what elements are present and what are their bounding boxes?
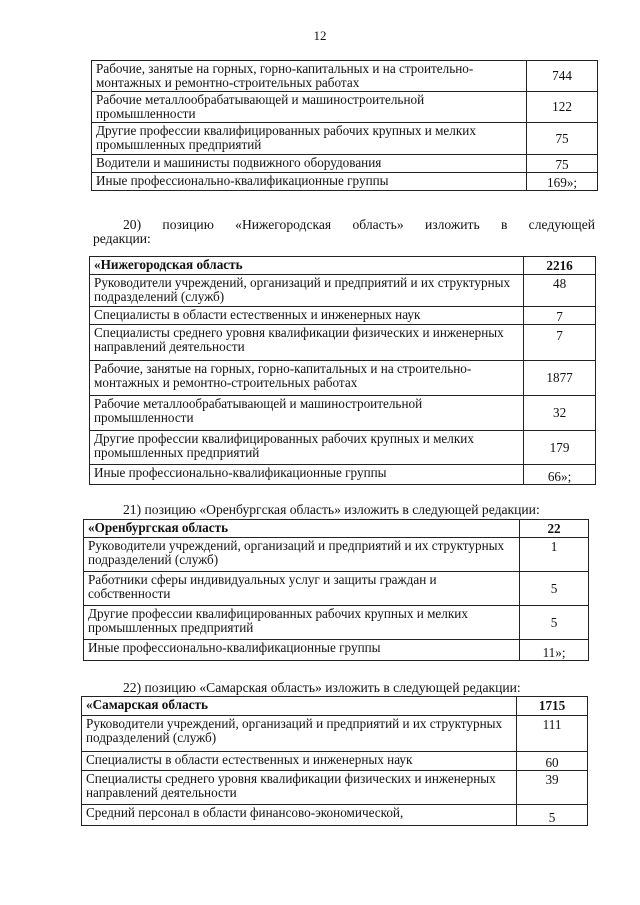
row-value: 75	[527, 123, 598, 155]
table-row	[92, 173, 598, 191]
row-label: Руководители учреждений, организаций и предприятий и их структурных подразделений (служб)	[90, 275, 524, 307]
table-row	[84, 640, 589, 661]
row-label: Средний персонал в области финансово-экономической,	[82, 805, 517, 826]
table-row	[90, 465, 596, 485]
row-value: 7	[524, 325, 596, 361]
region-total: 2216	[524, 257, 596, 275]
row-value: 169»;	[527, 173, 598, 191]
paragraph-item-20	[93, 218, 595, 246]
table-header-row	[90, 257, 596, 275]
table-row	[84, 606, 589, 640]
table-row	[82, 805, 588, 826]
row-value: 75	[527, 155, 598, 173]
row-label: Работники сферы индивидуальных услуг и защиты граждан и собственности	[84, 572, 520, 606]
row-value: 1877	[524, 361, 596, 396]
table-row	[90, 275, 596, 307]
table-samarskaya	[81, 696, 588, 826]
table-row	[92, 92, 598, 123]
row-value: 179	[524, 431, 596, 465]
paragraph-line	[93, 218, 595, 232]
row-label: Специалисты среднего уровня квалификации физических и инженерных направлений деятельности	[82, 771, 517, 805]
table-row	[84, 572, 589, 606]
row-label: Другие профессии квалифицированных рабочих крупных и мелких промышленных предприятий	[92, 123, 527, 155]
page-number: 12	[313, 28, 327, 43]
table-row	[82, 752, 588, 771]
table-continuation	[91, 60, 598, 191]
row-label: Другие профессии квалифицированных рабочих крупных и мелких промышленных предприятий	[84, 606, 520, 640]
region-total: 22	[520, 520, 589, 538]
row-label: Иные профессионально-квалификационные группы	[90, 465, 524, 485]
paragraph-text: 22) позицию «Самарская область» изложить в следующей редакции:	[123, 680, 521, 695]
row-value: 7	[524, 307, 596, 325]
row-value: 32	[524, 396, 596, 431]
row-label: Специалисты среднего уровня квалификации физических и инженерных направлений деятельности	[90, 325, 524, 361]
table-row	[92, 61, 598, 92]
row-label: Иные профессионально-квалификационные группы	[84, 640, 520, 661]
region-name: «Нижегородская область	[90, 257, 524, 275]
row-label: Рабочие, занятые на горных, горно-капитальных и на строительно-монтажных и ремонтно-строительных работах	[90, 361, 524, 396]
row-label: Рабочие металлообрабатывающей и машиностроительной промышленности	[90, 396, 524, 431]
row-value: 5	[517, 805, 588, 826]
paragraph-text: 21) позицию «Оренбургская область» изложить в следующей редакции:	[123, 502, 540, 517]
row-label: Специалисты в области естественных и инженерных наук	[82, 752, 517, 771]
table-row	[84, 538, 589, 572]
table-row	[90, 361, 596, 396]
row-label: Водители и машинисты подвижного оборудования	[92, 155, 527, 173]
row-value: 5	[520, 606, 589, 640]
row-value: 1	[520, 538, 589, 572]
table-row	[92, 123, 598, 155]
paragraph-text: редакции:	[93, 231, 151, 246]
table-row	[82, 716, 588, 752]
row-label: Руководители учреждений, организаций и предприятий и их структурных подразделений (служб)	[84, 538, 520, 572]
row-value: 122	[527, 92, 598, 123]
table-row	[92, 155, 598, 173]
row-value: 66»;	[524, 465, 596, 485]
row-value: 111	[517, 716, 588, 752]
region-name: «Оренбургская область	[84, 520, 520, 538]
table-orenburgskaya	[83, 519, 589, 661]
row-label: Рабочие, занятые на горных, горно-капитальных и на строительно-монтажных и ремонтно-строительных работах	[92, 61, 527, 92]
row-label: Руководители учреждений, организаций и предприятий и их структурных подразделений (служб)	[82, 716, 517, 752]
table-header-row	[84, 520, 589, 538]
row-value: 39	[517, 771, 588, 805]
row-value: 744	[527, 61, 598, 92]
region-total: 1715	[517, 697, 588, 716]
table-header-row	[82, 697, 588, 716]
row-value: 48	[524, 275, 596, 307]
paragraph-item-21	[123, 503, 603, 517]
table-row	[90, 325, 596, 361]
table-row	[90, 396, 596, 431]
table-row	[90, 307, 596, 325]
row-label: Специалисты в области естественных и инженерных наук	[90, 307, 524, 325]
row-label: Иные профессионально-квалификационные группы	[92, 173, 527, 191]
table-nizhegorodskaya	[89, 256, 596, 485]
row-value: 60	[517, 752, 588, 771]
row-label: Рабочие металлообрабатывающей и машиностроительной промышленности	[92, 92, 527, 123]
paragraph-item-22	[123, 681, 603, 695]
table-row	[82, 771, 588, 805]
paragraph-text: 20) позицию «Нижегородская область» изложить в следующей	[123, 217, 595, 232]
region-name: «Самарская область	[82, 697, 517, 716]
row-value: 11»;	[520, 640, 589, 661]
row-value: 5	[520, 572, 589, 606]
row-label: Другие профессии квалифицированных рабочих крупных и мелких промышленных предприятий	[90, 431, 524, 465]
table-row	[90, 431, 596, 465]
